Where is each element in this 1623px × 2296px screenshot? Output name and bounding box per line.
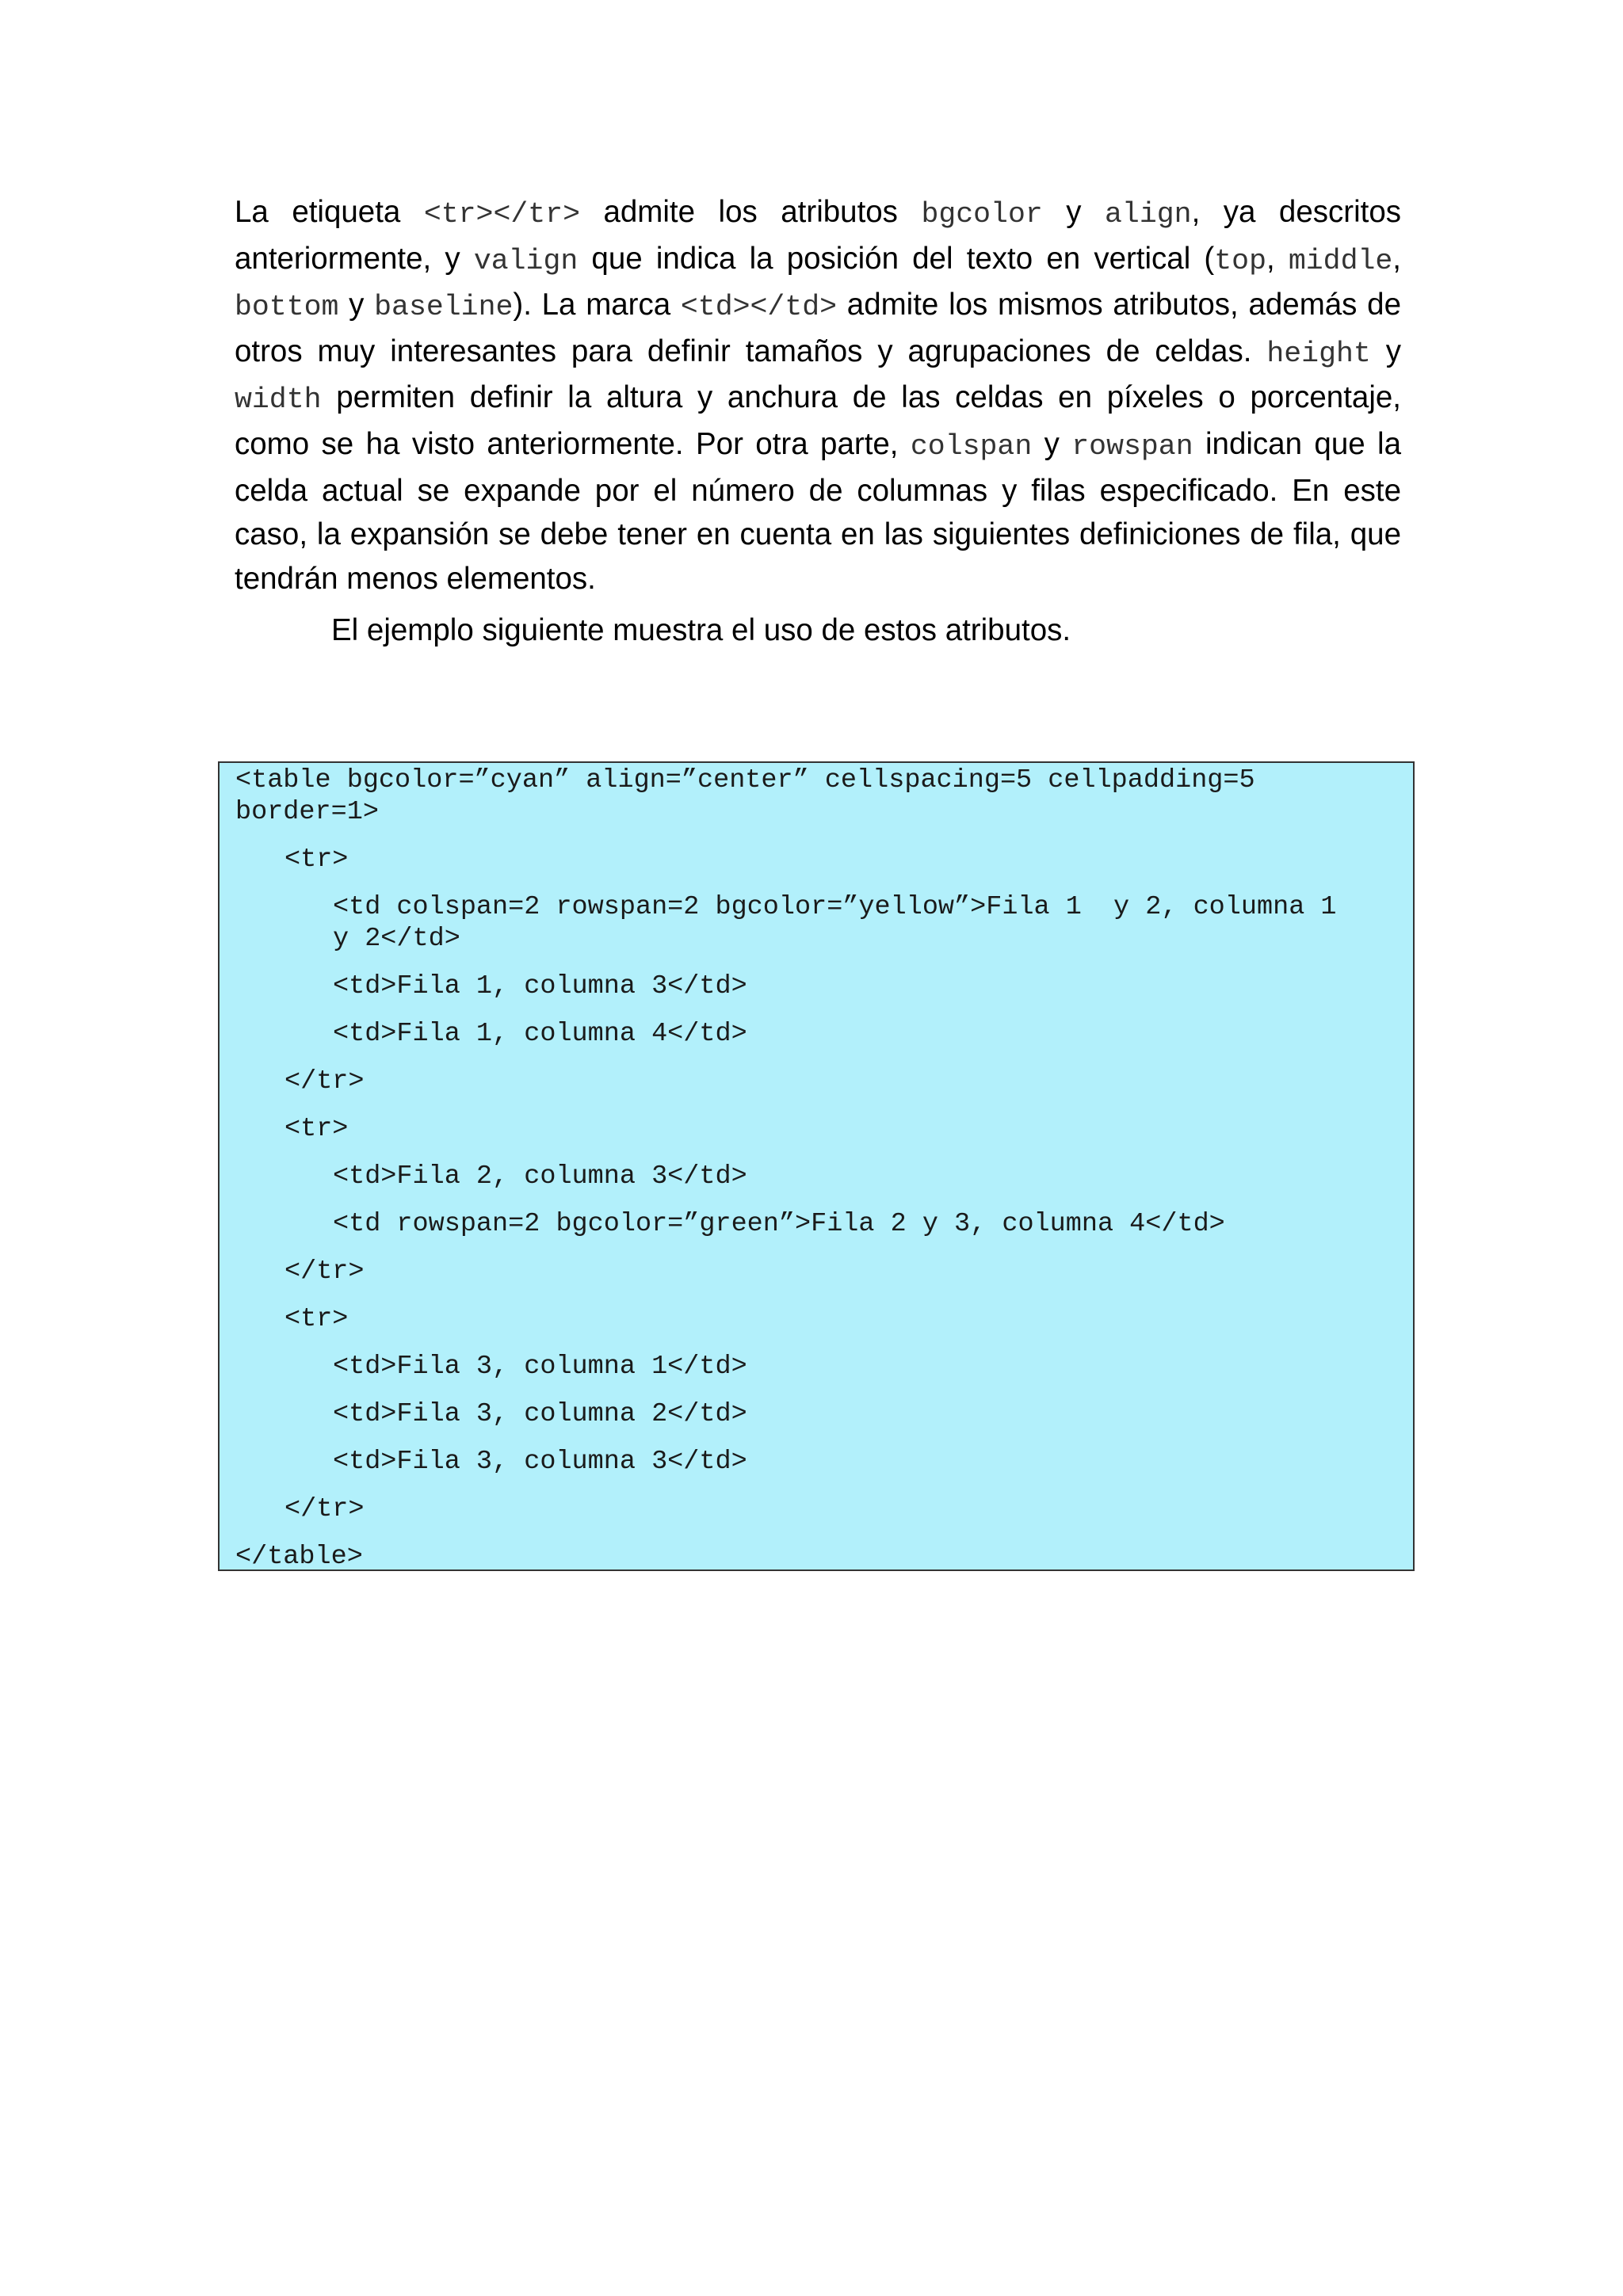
text-run: y [1032,426,1072,461]
inline-code: colspan [910,429,1033,463]
inline-code: <tr></tr> [423,198,580,231]
code-line: <td>Fila 1, columna 3</td> [333,971,747,1001]
code-line: <table bgcolor=”cyan” align=”center” cellspacing=5 cellpadding=5 [235,765,1255,795]
code-line: <tr> [285,1304,349,1334]
code-line: <td>Fila 3, columna 1</td> [333,1352,747,1382]
code-line: <tr> [285,845,349,875]
text-run: permiten definir la altura y anchura de las celdas en píxeles o porcentaje, como se ha visto anteriormente. Por otra parte, [235,380,1401,461]
code-line: <tr> [285,1114,349,1144]
text-run: , [1266,241,1289,276]
inline-code: valign [473,244,579,277]
text-run: ). La marca [513,288,681,322]
text-run: , [1392,241,1401,276]
text-run: admite los mismos atributos, además de otros muy interesantes para definir tamaños y agrupaciones de celdas. [235,288,1401,368]
code-line: <td>Fila 2, columna 3</td> [333,1161,747,1192]
code-line: <td colspan=2 rowspan=2 bgcolor=”yellow”>Fila 1 y 2, columna 1 [333,892,1337,922]
code-line: <td>Fila 3, columna 3</td> [333,1447,747,1477]
text-run: indican que la celda actual se expande por el número de columnas y filas especificado. En este caso, la expansión se debe tener en cuenta en las siguientes definiciones de fila, que tendrán menos elementos. [235,426,1401,596]
body-text [235,190,1401,653]
text-run: que indica la posición del texto en vertical ( [578,241,1215,276]
text-run: , ya descritos anteriormente, y [235,195,1401,276]
inline-code: <td></td> [680,291,838,324]
text-run: y [338,288,375,322]
paragraph-example-intro: El ejemplo siguiente muestra el uso de estos atributos. [331,613,1071,648]
code-line: <td rowspan=2 bgcolor=”green”>Fila 2 y 3, columna 4</td> [333,1209,1225,1239]
code-line: y 2</td> [333,924,460,954]
text-run: y [1370,334,1401,368]
inline-code: width [235,383,322,417]
text-run: admite los atributos [579,195,922,229]
inline-code: baseline [374,291,514,324]
paragraph-attributes [235,190,1401,601]
code-line: </table> [235,1542,363,1572]
text-run: La etiqueta [235,195,424,229]
text-run: y [1042,195,1106,229]
inline-code: middle [1288,244,1393,277]
code-line: border=1> [235,797,379,827]
code-line: </tr> [285,1066,365,1097]
inline-code: height [1266,337,1371,370]
code-line: </tr> [285,1257,365,1287]
code-line: <td>Fila 3, columna 2</td> [333,1399,747,1429]
code-example-box [218,761,1415,1571]
inline-code: align [1105,198,1192,231]
inline-code: bgcolor [921,198,1043,231]
code-line: </tr> [285,1494,365,1524]
code-line: <td>Fila 1, columna 4</td> [333,1019,747,1049]
inline-code: top [1214,244,1266,277]
inline-code: rowspan [1071,429,1193,463]
inline-code: bottom [235,291,339,324]
